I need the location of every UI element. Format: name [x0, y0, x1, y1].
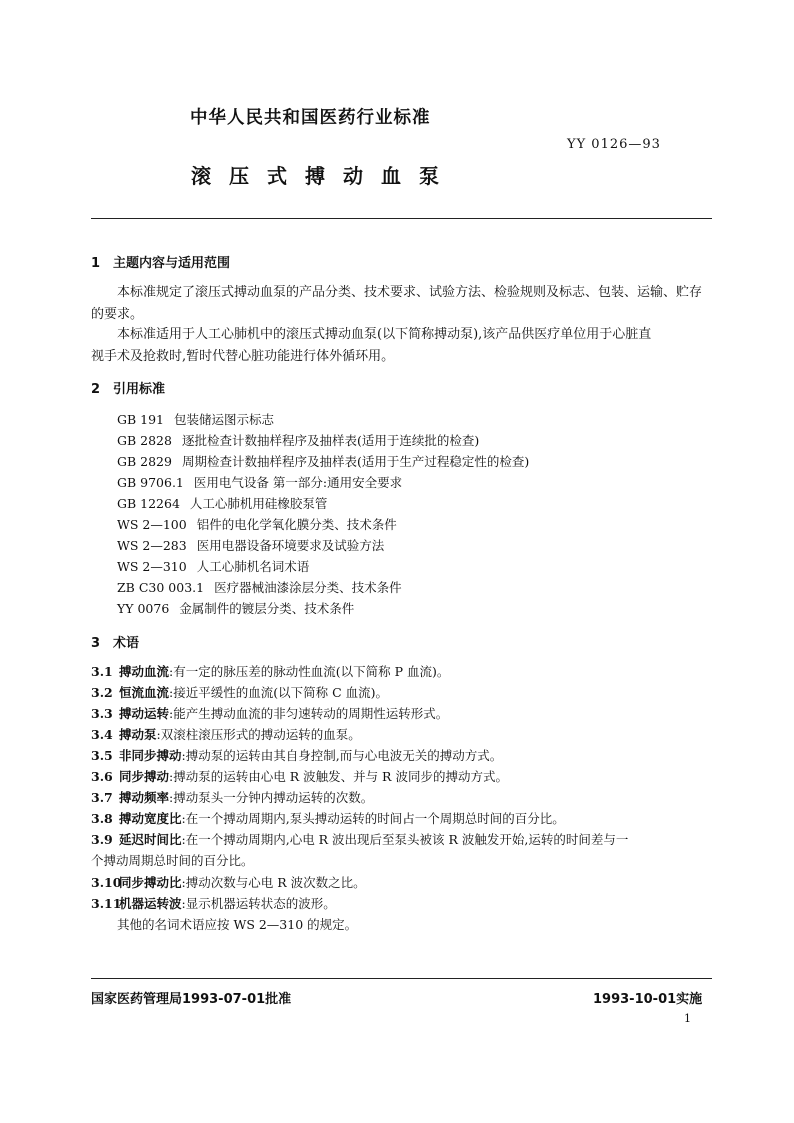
term-definition: :在一个搏动周期内,泵头搏动运转的时间占一个周期总时间的百分比。	[181, 811, 565, 826]
section-1-heading	[91, 252, 230, 271]
term-item	[91, 894, 336, 912]
term-item	[91, 683, 388, 701]
section-1-paragraph-1-line-1: 本标准规定了滚压式搏动血泵的产品分类、技术要求、试验方法、检验规则及标志、包装、运输、贮存	[117, 285, 703, 300]
reference-item	[117, 494, 327, 512]
term-item	[91, 788, 373, 806]
section-title: 主题内容与适用范围	[113, 256, 231, 271]
reference-item	[117, 578, 402, 596]
implementation-date: 1993-10-01实施	[593, 992, 703, 1007]
term-name: 恒流血流	[119, 685, 170, 700]
standard-number: YY 0126—93	[567, 137, 661, 152]
term-number: 3.9	[91, 832, 113, 847]
reference-code: WS 2—283	[117, 538, 187, 553]
term-name: 非同步搏动	[119, 748, 182, 763]
term-item	[91, 704, 448, 722]
reference-item	[117, 536, 384, 554]
section-title: 引用标准	[113, 382, 166, 397]
section-number: 1	[91, 256, 101, 271]
term-item	[91, 830, 628, 848]
reference-code: WS 2—100	[117, 517, 187, 532]
term-number: 3.3	[91, 706, 113, 721]
section-1-paragraph-2-line-2: 视手术及抢救时,暂时代替心脏功能进行体外循环用。	[91, 349, 395, 364]
reference-item	[117, 515, 397, 533]
section-1-paragraph-1-line-2: 的要求。	[91, 307, 144, 322]
reference-item	[117, 431, 479, 449]
reference-title: 医用电气设备 第一部分:通用安全要求	[193, 475, 403, 490]
reference-item	[117, 473, 402, 491]
reference-item	[117, 599, 354, 617]
reference-title: 包装储运图示标志	[174, 412, 275, 427]
term-name: 同步搏动比	[119, 875, 182, 890]
term-definition: :搏动泵头一分钟内搏动运转的次数。	[169, 790, 374, 805]
term-number: 3.2	[91, 685, 113, 700]
term-name: 同步搏动	[119, 769, 170, 784]
reference-code: ZB C30 003.1	[117, 580, 205, 595]
reference-title: 周期检查计数抽样程序及抽样表(适用于生产过程稳定性的检查)	[181, 454, 530, 469]
reference-title: 逐批检查计数抽样程序及抽样表(适用于连续批的检查)	[181, 433, 480, 448]
term-name: 搏动频率	[119, 790, 170, 805]
reference-code: GB 9706.1	[117, 475, 184, 490]
approval-date: 国家医药管理局1993-07-01批准	[91, 992, 292, 1007]
term-definition: :接近平缓性的血流(以下简称 C 血流)。	[169, 685, 388, 700]
term-name: 延迟时间比	[119, 832, 182, 847]
reference-code: GB 2829	[117, 454, 172, 469]
reference-title: 人工心肺机名词术语	[196, 559, 310, 574]
section-number: 2	[91, 382, 101, 397]
reference-title: 人工心肺机用硅橡胶泵管	[189, 496, 328, 511]
term-definition: :双滚柱滚压形式的搏动运转的血泵。	[156, 727, 361, 742]
reference-item	[117, 557, 309, 575]
reference-code: WS 2—310	[117, 559, 187, 574]
term-number: 3.4	[91, 727, 113, 742]
term-name: 机器运转波	[119, 896, 182, 911]
reference-title: 医疗器械油漆涂层分类、技术条件	[214, 580, 402, 595]
term-item-continuation: 个搏动周期总时间的百分比。	[91, 853, 254, 868]
header-divider	[91, 218, 712, 219]
term-number: 3.5	[91, 748, 113, 763]
term-definition: :搏动泵的运转由其自身控制,而与心电波无关的搏动方式。	[181, 748, 503, 763]
reference-code: YY 0076	[117, 601, 170, 616]
term-definition: :在一个搏动周期内,心电 R 波出现后至泵头被该 R 波触发开始,运转的时间差与一	[181, 832, 629, 847]
term-name: 搏动泵	[119, 727, 157, 742]
reference-title: 金属制件的镀层分类、技术条件	[179, 601, 355, 616]
term-item	[91, 809, 565, 827]
term-definition: :搏动泵的运转由心电 R 波触发、并与 R 波同步的搏动方式。	[169, 769, 508, 784]
section-title: 术语	[113, 636, 140, 651]
standard-category-heading: 中华人民共和国医药行业标准	[190, 108, 431, 128]
term-name: 搏动运转	[119, 706, 170, 721]
footer-divider	[91, 978, 712, 979]
other-terms-note: 其他的名词术语应按 WS 2—310 的规定。	[117, 917, 358, 932]
term-name: 搏动宽度比	[119, 811, 182, 826]
section-2-heading	[91, 378, 165, 397]
term-definition: :能产生搏动血流的非匀速转动的周期性运转形式。	[169, 706, 449, 721]
term-number: 3.7	[91, 790, 113, 805]
term-number: 3.1	[91, 664, 113, 679]
reference-title: 医用电器设备环境要求及试验方法	[196, 538, 385, 553]
reference-title: 铝件的电化学氧化膜分类、技术条件	[196, 517, 397, 532]
section-number: 3	[91, 636, 101, 651]
term-number: 3.6	[91, 769, 113, 784]
term-definition: :显示机器运转状态的波形。	[181, 896, 336, 911]
term-number: 3.8	[91, 811, 113, 826]
section-1-paragraph-2-line-1: 本标准适用于人工心肺机中的滚压式搏动血泵(以下简称搏动泵),该产品供医疗单位用于心脏直	[117, 327, 652, 342]
reference-code: GB 2828	[117, 433, 172, 448]
reference-code: GB 191	[117, 412, 165, 427]
term-definition: :有一定的脉压差的脉动性血流(以下简称 P 血流)。	[169, 664, 450, 679]
reference-item	[117, 410, 274, 428]
term-number: 3.11	[91, 896, 122, 911]
reference-item	[117, 452, 529, 470]
document-title: 滚压式搏动血泵	[191, 164, 457, 188]
term-definition: :搏动次数与心电 R 波次数之比。	[181, 875, 366, 890]
term-item	[91, 873, 366, 891]
term-item	[91, 767, 508, 785]
term-name: 搏动血流	[119, 664, 170, 679]
reference-code: GB 12264	[117, 496, 180, 511]
term-item	[91, 662, 449, 680]
section-3-heading	[91, 632, 139, 651]
term-number: 3.10	[91, 875, 122, 890]
term-item	[91, 725, 361, 743]
page-number: 1	[684, 1012, 691, 1025]
term-item	[91, 746, 502, 764]
